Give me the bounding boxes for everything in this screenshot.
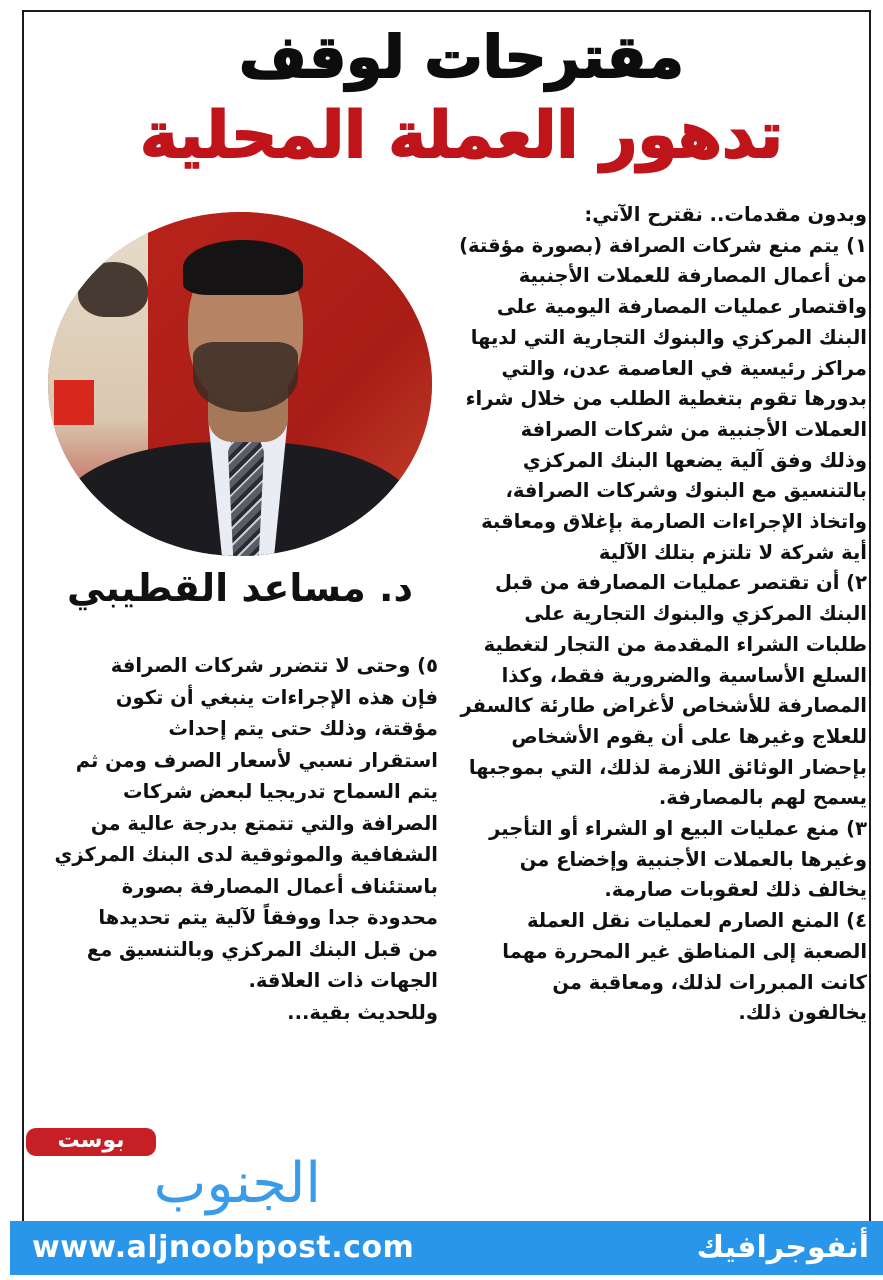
article-line: بإحضار الوثائق اللازمة لذلك، التي بموجبها (468, 755, 867, 779)
article-line: الشفافية والموثوقية لدى البنك المركزي (54, 843, 438, 866)
article-line: وبدون مقدمات.. نقترح الآتي: (584, 203, 867, 226)
article-line: الصعبة إلى المناطق غير المحررة مهما (502, 939, 867, 963)
article-line: بالتنسيق مع البنوك وشركات الصرافة، (505, 479, 867, 503)
headline-line-1: مقترحات لوقف (239, 23, 684, 91)
footer-bottom-strip (0, 1275, 883, 1280)
article-left-column (40, 650, 438, 1028)
article-line: المصارفة للأشخاص لأغراض طارئة كالسفر (460, 694, 867, 718)
article-line: البنك المركزي والبنوك التجارية التي لديها (470, 325, 867, 349)
article-line: ٤) المنع الصارم لعمليات نقل العملة (526, 909, 867, 933)
footer-bar (10, 1221, 883, 1275)
article-line: واقتصار عمليات المصارفة اليومية على (496, 295, 867, 319)
article-line: كانت المبررات لذلك، ومعاقبة من (552, 970, 867, 994)
article-line: يتم السماح تدريجيا لبعض شركات (123, 780, 438, 803)
article-line: طلبات الشراء المقدمة من التجار لتغطية (483, 632, 867, 656)
portrait-beard (193, 342, 298, 412)
author-name: د. مساعد القطيبي (67, 566, 413, 610)
article-line: وللحديث بقية... (287, 1000, 438, 1024)
article-line: من أعمال المصارفة للعملات الأجنبية (518, 264, 867, 288)
article-line: باستئناف أعمال المصارفة بصورة (121, 874, 438, 898)
article-line: ٢) أن تقتصر عمليات المصارفة من قبل (495, 571, 867, 595)
article-line: يسمح لهم بالمصارفة. (658, 786, 867, 810)
article-line: يخالف ذلك لعقوبات صارمة. (604, 878, 867, 902)
article-line: فإن هذه الإجراءات ينبغي أن تكون (115, 685, 438, 709)
logo-badge: بوست (26, 1128, 156, 1156)
footer-category-label: أنفوجرافيك (696, 1230, 869, 1265)
article-line: الصرافة والتي تتمتع بدرجة عالية من (90, 811, 438, 835)
article-line: أية شركة لا تلتزم بتلك الآلية (598, 540, 867, 564)
portrait-hair (183, 240, 303, 295)
article-line: وغيرها بالعملات الأجنبية وإخضاع من (519, 847, 867, 871)
footer-url-link[interactable]: www.aljnoobpost.com (32, 1230, 415, 1265)
site-logo[interactable] (26, 1128, 321, 1216)
article-line: بدورها تقوم بتغطية الطلب من خلال شراء (465, 387, 867, 411)
article-line: للعلاج وغيرها على أن يقوم الأشخاص (511, 724, 867, 748)
article-line: واتخاذ الإجراءات الصارمة بإغلاق ومعاقبة (481, 510, 867, 534)
article-line: استقرار نسبي لأسعار الصرف ومن ثم (75, 748, 438, 772)
article-line: الجهات ذات العلاقة. (248, 969, 438, 992)
article-line: مراكز رئيسية في العاصمة عدن، والتي (501, 356, 867, 380)
article-line: ٣) منع عمليات البيع او الشراء أو التأجير (489, 817, 867, 841)
portrait-tie (228, 432, 264, 556)
article-line: وذلك وفق آلية يضعها البنك المركزي (522, 448, 867, 472)
article-line: ١) يتم منع شركات الصرافة (بصورة مؤقتة) (459, 233, 867, 257)
portrait-lamp (54, 380, 94, 425)
article-line: ٥) وحتى لا تتضرر شركات الصرافة (110, 654, 438, 677)
article-line: البنك المركزي والبنوك التجارية على (524, 602, 867, 626)
article-line: من قبل البنك المركزي وبالتنسيق مع (86, 937, 438, 961)
portrait-decoration (78, 262, 148, 317)
article-line: السلع الأساسية والضرورية فقط، وكذا (501, 663, 867, 687)
article-line: محدودة جدا ووفقاً لآلية يتم تحديدها (98, 906, 438, 929)
article-line: العملات الأجنبية من شركات الصرافة (520, 417, 867, 441)
headline-line-2: تدهور العملة المحلية (140, 99, 783, 173)
logo-brand-text: الجنوب (153, 1151, 321, 1216)
author-portrait (48, 212, 432, 556)
article-right-column (459, 200, 867, 1029)
article-line: مؤقتة، وذلك حتى يتم إحداث (168, 717, 438, 740)
article-line: يخالفون ذلك. (738, 1001, 867, 1025)
